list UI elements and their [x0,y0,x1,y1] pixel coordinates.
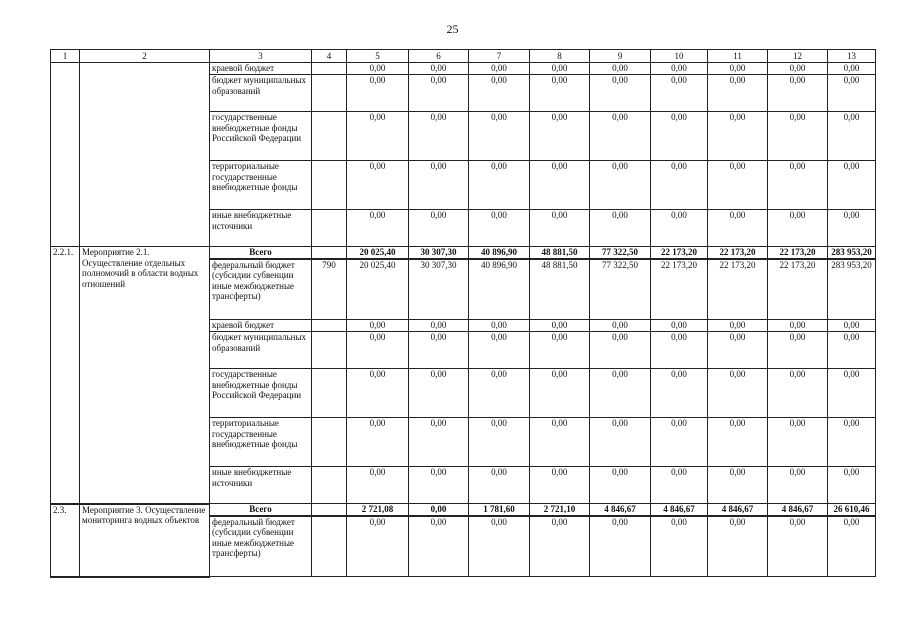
value-cell: 0,00 [469,320,530,332]
value-cell: 0,00 [469,369,530,418]
value-cell: 0,00 [651,112,708,161]
value-cell: 0,00 [768,332,828,369]
value-cell: 0,00 [347,369,409,418]
code-cell [312,504,347,516]
value-cell: 0,00 [651,418,708,467]
header-row [51,50,876,63]
code-cell [312,112,347,161]
code-cell [312,247,347,259]
value-cell: 0,00 [708,369,768,418]
column-header: 1 [51,50,80,63]
code-cell [312,75,347,112]
value-cell: 0,00 [828,418,876,467]
column-header: 7 [469,50,530,63]
value-cell: 0,00 [469,63,530,75]
code-cell [312,161,347,210]
funding-source-cell: территориальные государственные внебюджетные фонды [210,418,312,467]
value-cell: 0,00 [409,161,469,210]
value-cell: 0,00 [708,161,768,210]
value-cell: 0,00 [530,161,590,210]
value-cell: 0,00 [708,210,768,247]
value-cell: 0,00 [347,332,409,369]
value-cell: 0,00 [828,332,876,369]
value-cell: 0,00 [828,320,876,332]
value-cell: 48 881,50 [530,247,590,259]
value-cell: 22 173,20 [768,259,828,320]
table-body [51,50,876,577]
value-cell: 2 721,08 [347,504,409,516]
column-header: 8 [530,50,590,63]
value-cell: 0,00 [530,112,590,161]
item-code-cell [51,63,80,247]
column-header: 11 [708,50,768,63]
item-code-cell: 2.2.1. [51,247,80,504]
value-cell: 22 173,20 [708,247,768,259]
value-cell: 0,00 [651,516,708,577]
funding-source-cell: иные внебюджетные источники [210,467,312,504]
value-cell: 0,00 [828,467,876,504]
value-cell: 0,00 [708,75,768,112]
value-cell: 0,00 [409,332,469,369]
funding-source-cell: государственные внебюджетные фонды Российской Федерации [210,112,312,161]
value-cell: 0,00 [828,516,876,577]
value-cell: 0,00 [409,210,469,247]
column-header: 10 [651,50,708,63]
value-cell: 0,00 [347,320,409,332]
value-cell: 283 953,20 [828,247,876,259]
value-cell: 0,00 [651,75,708,112]
value-cell: 0,00 [768,418,828,467]
value-cell: 0,00 [469,332,530,369]
value-cell: 0,00 [708,467,768,504]
value-cell: 0,00 [768,369,828,418]
value-cell: 20 025,40 [347,247,409,259]
value-cell: 4 846,67 [651,504,708,516]
column-header: 6 [409,50,469,63]
code-cell [312,332,347,369]
value-cell: 0,00 [347,112,409,161]
funding-source-cell: федеральный бюджет (субсидии субвенции иные межбюджетные трансферты) [210,516,312,577]
value-cell: 0,00 [469,467,530,504]
value-cell: 4 846,67 [768,504,828,516]
value-cell: 0,00 [590,210,651,247]
value-cell: 0,00 [409,504,469,516]
value-cell: 0,00 [708,112,768,161]
value-cell: 0,00 [530,320,590,332]
value-cell: 0,00 [590,369,651,418]
value-cell: 0,00 [530,63,590,75]
value-cell: 0,00 [347,210,409,247]
funding-source-cell: федеральный бюджет (субсидии субвенции иные межбюджетные трансферты) [210,259,312,320]
value-cell: 0,00 [530,516,590,577]
funding-source-cell: государственные внебюджетные фонды Российской Федерации [210,369,312,418]
funding-source-cell: бюджет муниципальных образований [210,75,312,112]
value-cell: 0,00 [768,320,828,332]
value-cell: 0,00 [347,161,409,210]
column-header: 9 [590,50,651,63]
value-cell: 0,00 [768,63,828,75]
value-cell: 0,00 [530,467,590,504]
value-cell: 22 173,20 [651,259,708,320]
value-cell: 2 721,10 [530,504,590,516]
value-cell: 0,00 [347,75,409,112]
value-cell: 0,00 [828,75,876,112]
code-cell [312,320,347,332]
value-cell: 30 307,30 [409,247,469,259]
value-cell: 0,00 [409,467,469,504]
funding-source-cell: Всего [210,504,312,516]
value-cell: 0,00 [409,75,469,112]
column-header: 12 [768,50,828,63]
column-header: 13 [828,50,876,63]
value-cell: 77 322,50 [590,247,651,259]
funding-source-cell: Всего [210,247,312,259]
value-cell: 0,00 [708,332,768,369]
value-cell: 0,00 [768,210,828,247]
code-cell [312,63,347,75]
value-cell: 0,00 [590,63,651,75]
funding-source-cell: иные внебюджетные источники [210,210,312,247]
code-cell [312,467,347,504]
value-cell: 0,00 [469,210,530,247]
value-cell: 0,00 [469,161,530,210]
value-cell: 0,00 [768,516,828,577]
table-row [51,504,876,516]
value-cell: 0,00 [409,63,469,75]
code-cell [312,210,347,247]
table-row [51,247,876,259]
value-cell: 22 173,20 [708,259,768,320]
value-cell: 0,00 [409,112,469,161]
value-cell: 22 173,20 [651,247,708,259]
value-cell: 0,00 [530,369,590,418]
code-cell [312,369,347,418]
value-cell: 40 896,90 [469,247,530,259]
value-cell: 0,00 [409,320,469,332]
value-cell: 0,00 [651,63,708,75]
value-cell: 0,00 [828,369,876,418]
value-cell: 0,00 [768,467,828,504]
item-description-cell: Мероприятие 2.1. Осуществление отдельных полномочий в области водных отношений [80,247,210,504]
funding-source-cell: краевой бюджет [210,320,312,332]
value-cell: 0,00 [590,467,651,504]
item-description-cell [80,63,210,247]
value-cell: 0,00 [590,112,651,161]
value-cell: 0,00 [651,161,708,210]
funding-source-cell: краевой бюджет [210,63,312,75]
budget-table [50,49,876,578]
value-cell: 0,00 [347,467,409,504]
value-cell: 0,00 [347,516,409,577]
value-cell: 0,00 [708,63,768,75]
column-header: 5 [347,50,409,63]
value-cell: 0,00 [828,210,876,247]
value-cell: 0,00 [590,418,651,467]
value-cell: 0,00 [530,210,590,247]
value-cell: 0,00 [530,332,590,369]
code-cell [312,418,347,467]
value-cell: 22 173,20 [768,247,828,259]
value-cell: 0,00 [828,161,876,210]
value-cell: 1 781,60 [469,504,530,516]
value-cell: 0,00 [469,516,530,577]
value-cell: 0,00 [590,332,651,369]
value-cell: 0,00 [708,320,768,332]
item-description-cell: Мероприятие 3. Осуществление мониторинга водных объектов [80,504,210,577]
value-cell: 0,00 [708,418,768,467]
value-cell: 26 610,46 [828,504,876,516]
table-row [51,63,876,75]
code-cell: 790 [312,259,347,320]
value-cell: 0,00 [708,516,768,577]
value-cell: 0,00 [530,75,590,112]
value-cell: 77 322,50 [590,259,651,320]
item-code-cell: 2.3. [51,504,80,577]
value-cell: 4 846,67 [708,504,768,516]
value-cell: 40 896,90 [469,259,530,320]
value-cell: 0,00 [828,63,876,75]
value-cell: 0,00 [651,369,708,418]
value-cell: 0,00 [347,63,409,75]
value-cell: 0,00 [469,75,530,112]
value-cell: 0,00 [590,320,651,332]
value-cell: 0,00 [590,516,651,577]
value-cell: 0,00 [651,320,708,332]
value-cell: 283 953,20 [828,259,876,320]
value-cell: 0,00 [590,75,651,112]
value-cell: 0,00 [469,112,530,161]
value-cell: 0,00 [768,112,828,161]
value-cell: 0,00 [530,418,590,467]
funding-source-cell: бюджет муниципальных образований [210,332,312,369]
column-header: 3 [210,50,312,63]
value-cell: 0,00 [768,75,828,112]
value-cell: 0,00 [469,418,530,467]
value-cell: 0,00 [347,418,409,467]
value-cell: 0,00 [828,112,876,161]
value-cell: 0,00 [651,210,708,247]
value-cell: 48 881,50 [530,259,590,320]
funding-source-cell: территориальные государственные внебюджетные фонды [210,161,312,210]
value-cell: 4 846,67 [590,504,651,516]
value-cell: 0,00 [409,516,469,577]
value-cell: 0,00 [590,161,651,210]
page-number: 25 [446,22,459,36]
value-cell: 0,00 [651,467,708,504]
value-cell: 0,00 [651,332,708,369]
value-cell: 20 025,40 [347,259,409,320]
value-cell: 0,00 [409,369,469,418]
column-header: 4 [312,50,347,63]
value-cell: 0,00 [409,418,469,467]
value-cell: 30 307,30 [409,259,469,320]
column-header: 2 [80,50,210,63]
value-cell: 0,00 [768,161,828,210]
code-cell [312,516,347,577]
